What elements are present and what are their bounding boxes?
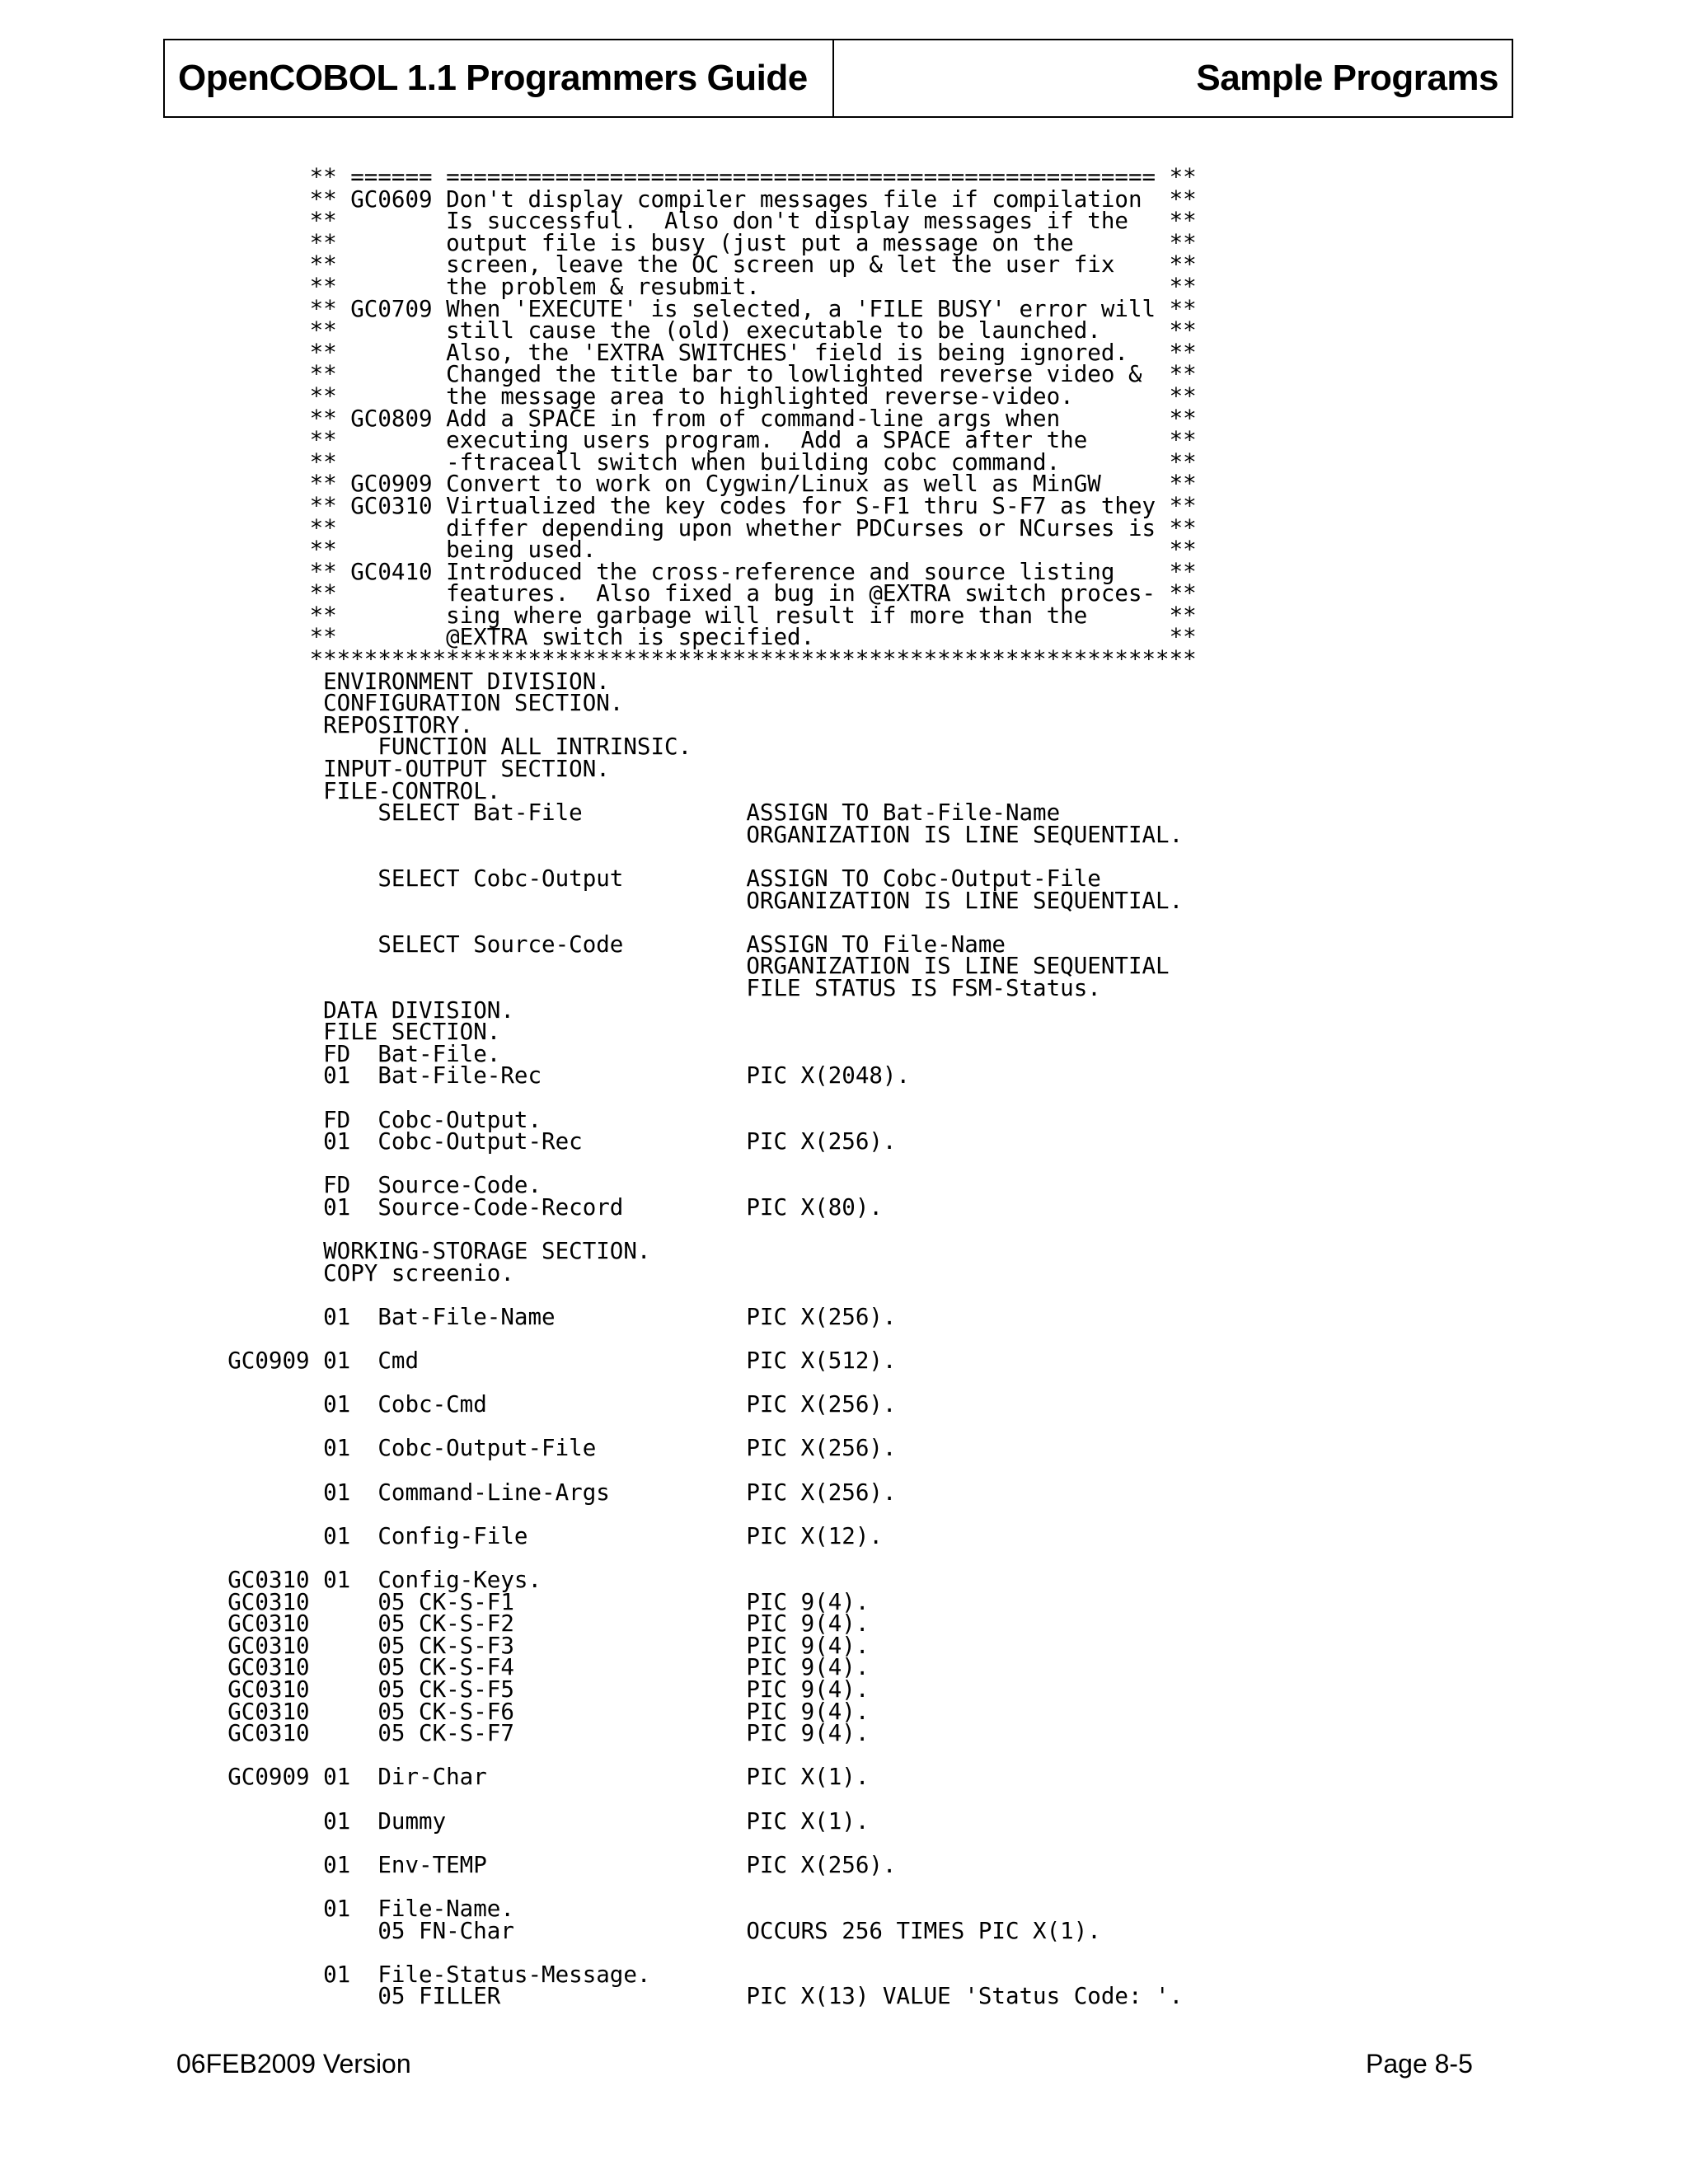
code-line: FD Source-Code. [173, 1172, 542, 1199]
code-line [173, 1745, 1508, 1767]
code-line: ** screen, leave the OC screen up & let the user fix ** [173, 251, 1197, 279]
code-line: INPUT-OUTPUT SECTION. [173, 756, 610, 783]
code-line: ORGANIZATION IS LINE SEQUENTIAL [173, 953, 1170, 980]
code-line: ORGANIZATION IS LINE SEQUENTIAL. [173, 887, 1184, 914]
code-line: GC0310 05 CK-S-F7 PIC 9(4). [173, 1720, 870, 1747]
code-line: FD Bat-File. [173, 1040, 501, 1067]
code-line: ***************************************************************** [173, 646, 1197, 673]
code-line: ** ====== ==================================================== ** [173, 164, 1197, 190]
code-line: 01 Cobc-Output-Rec PIC X(256). [173, 1128, 897, 1155]
code-line: 01 File-Status-Message. [173, 1961, 651, 1988]
code-line [173, 1460, 1508, 1482]
code-line [173, 1087, 1508, 1109]
code-line: FILE STATUS IS FSM-Status. [173, 974, 1101, 1001]
code-line: ** executing users program. Add a SPACE after the ** [173, 427, 1197, 454]
code-line: GC0909 01 Cmd PIC X(512). [173, 1347, 897, 1375]
code-line: 01 Config-File PIC X(12). [173, 1522, 883, 1549]
code-line [173, 912, 1508, 934]
code-line: FD Cobc-Output. [173, 1106, 542, 1133]
code-line: 01 Env-TEMP PIC X(256). [173, 1851, 897, 1878]
code-line: 01 Source-Code-Record PIC X(80). [173, 1193, 883, 1221]
code-line: 01 Cobc-Output-File PIC X(256). [173, 1435, 897, 1462]
code-line: ** Also, the 'EXTRA SWITCHES' field is being ignored. ** [173, 339, 1197, 366]
code-line [173, 1372, 1508, 1394]
code-line: ** being used. ** [173, 537, 1197, 564]
code-line [173, 1832, 1508, 1854]
code-line: GC0310 05 CK-S-F4 PIC 9(4). [173, 1654, 870, 1681]
code-line: ** the message area to highlighted reverse-video. ** [173, 382, 1197, 410]
code-line [173, 1503, 1508, 1526]
code-line: ** sing where garbage will result if more than the ** [173, 602, 1197, 629]
code-line: 01 Dummy PIC X(1). [173, 1807, 870, 1835]
code-line [173, 846, 1508, 868]
cobol-code-listing [173, 166, 1508, 2021]
code-line: ** GC0709 When 'EXECUTE' is selected, a 'FILE BUSY' error will ** [173, 295, 1197, 322]
code-line: ** still cause the (old) executable to be launched. ** [173, 317, 1197, 344]
code-line [173, 1284, 1508, 1306]
code-line: SELECT Cobc-Output ASSIGN TO Cobc-Output-File [173, 865, 1101, 892]
code-line: ** output file is busy (just put a message on the ** [173, 229, 1197, 256]
code-line: 01 File-Name. [173, 1895, 514, 1922]
footer-page-number: Page 8-5 [1366, 2049, 1473, 2079]
code-line: ** differ depending upon whether PDCurses or NCurses is ** [173, 514, 1197, 541]
code-line: ** GC0909 Convert to work on Cygwin/Linux as well as MinGW ** [173, 471, 1197, 498]
code-line: ORGANIZATION IS LINE SEQUENTIAL. [173, 821, 1184, 848]
code-line: ** -ftraceall switch when building cobc command. ** [173, 448, 1197, 476]
code-line: ** Is successful. Also don't display messages if the ** [173, 208, 1197, 235]
code-line: ** GC0310 Virtualized the key codes for S-F1 thru S-F7 as they ** [173, 492, 1197, 519]
code-line: COPY screenio. [173, 1259, 514, 1286]
code-line: CONFIGURATION SECTION. [173, 690, 624, 717]
code-line: ** GC0809 Add a SPACE in from of command-line args when ** [173, 405, 1197, 432]
code-line: 01 Bat-File-Rec PIC X(2048). [173, 1062, 911, 1090]
code-line: GC0310 05 CK-S-F3 PIC 9(4). [173, 1632, 870, 1659]
code-line: 05 FILLER PIC X(13) VALUE 'Status Code: '. [173, 1983, 1184, 2010]
code-line: ** features. Also fixed a bug in @EXTRA switch proces- ** [173, 580, 1197, 607]
code-line: DATA DIVISION. [173, 996, 514, 1024]
code-line: SELECT Source-Code ASSIGN TO File-Name [173, 930, 1006, 958]
footer-version: 06FEB2009 Version [176, 2049, 411, 2079]
code-line: GC0310 05 CK-S-F5 PIC 9(4). [173, 1675, 870, 1703]
code-line [173, 1547, 1508, 1569]
code-line [173, 1788, 1508, 1811]
code-line: GC0310 05 CK-S-F1 PIC 9(4). [173, 1588, 870, 1615]
code-line: SELECT Bat-File ASSIGN TO Bat-File-Name [173, 799, 1061, 827]
code-line [173, 1942, 1508, 1964]
code-line: 01 Cobc-Cmd PIC X(256). [173, 1391, 897, 1418]
code-line: ** @EXTRA switch is specified. ** [173, 624, 1197, 651]
code-line: GC0909 01 Dir-Char PIC X(1). [173, 1764, 870, 1791]
code-line: FUNCTION ALL INTRINSIC. [173, 733, 692, 761]
code-line: 01 Command-Line-Args PIC X(256). [173, 1479, 897, 1506]
code-line [173, 1328, 1508, 1350]
code-line: GC0310 01 Config-Keys. [173, 1567, 542, 1593]
code-line: ** GC0609 Don't display compiler messages file if compilation ** [173, 185, 1197, 213]
code-line: WORKING-STORAGE SECTION. [173, 1238, 651, 1265]
code-line: GC0310 05 CK-S-F6 PIC 9(4). [173, 1698, 870, 1725]
code-line: 01 Bat-File-Name PIC X(256). [173, 1303, 897, 1330]
section-title: Sample Programs [1196, 58, 1498, 98]
code-line: 05 FN-Char OCCURS 256 TIMES PIC X(1). [173, 1917, 1101, 1944]
code-line: ** GC0410 Introduced the cross-reference and source listing ** [173, 558, 1197, 585]
code-line: FILE-CONTROL. [173, 777, 501, 804]
page-header [163, 39, 1513, 118]
document-title: OpenCOBOL 1.1 Programmers Guide [165, 40, 834, 116]
code-line [173, 1219, 1508, 1241]
code-line: FILE SECTION. [173, 1019, 501, 1046]
code-line [173, 1416, 1508, 1438]
code-line [173, 1876, 1508, 1898]
code-line [173, 1153, 1508, 1175]
code-line: GC0310 05 CK-S-F2 PIC 9(4). [173, 1610, 870, 1638]
code-line: ** the problem & resubmit. ** [173, 273, 1197, 300]
code-line: REPOSITORY. [173, 711, 474, 738]
code-line: ENVIRONMENT DIVISION. [173, 668, 610, 695]
code-line: ** Changed the title bar to lowlighted reverse video & ** [173, 361, 1197, 388]
